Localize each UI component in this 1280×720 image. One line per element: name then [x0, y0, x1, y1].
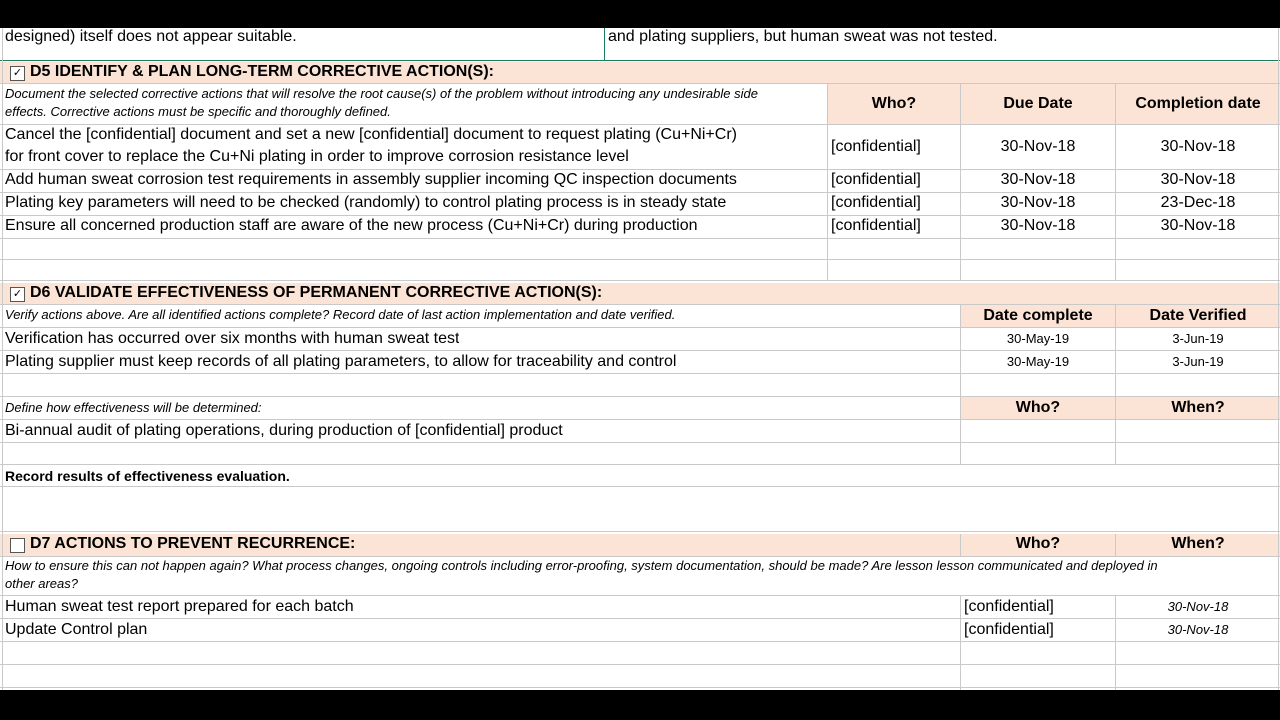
d5-title: D5 IDENTIFY & PLAN LONG-TERM CORRECTIVE ACTION(S):	[30, 63, 494, 80]
divider	[0, 327, 1280, 328]
d7-who-header: Who?	[1015, 535, 1061, 552]
d6-row-text: Plating supplier must keep records of all plating parameters, to allow for traceability and control	[5, 353, 677, 370]
d5-who-cell: [confidential]	[831, 194, 921, 211]
d6-checkbox[interactable]: ✓	[10, 287, 25, 302]
divider	[0, 373, 1280, 374]
d5-instruction: effects. Corrective actions must be specific and thoroughly defined.	[5, 104, 391, 119]
cell-border	[1115, 595, 1116, 690]
cell-border	[960, 305, 961, 465]
d5-action-text: for front cover to replace the Cu+Ni plating in order to improve corrosion resistance level	[5, 148, 629, 165]
d7-title: D7 ACTIONS TO PREVENT RECURRENCE:	[30, 535, 356, 552]
d5-completion-cell: 30-Nov-18	[1160, 138, 1236, 155]
cell-border	[960, 84, 961, 281]
d5-who-cell: [confidential]	[831, 138, 921, 155]
d6-date-complete-cell: 30-May-19	[1006, 331, 1070, 346]
d5-completion-cell: 23-Dec-18	[1160, 194, 1236, 211]
d5-action-text: Ensure all concerned production staff are aware of the new process (Cu+Ni+Cr) during production	[5, 217, 698, 234]
divider	[0, 595, 1280, 596]
d6-date-verified-cell: 3-Jun-19	[1172, 331, 1224, 346]
d7-when-header: When?	[1171, 535, 1225, 552]
cell-border	[960, 534, 961, 556]
d6-define-label: Define how effectiveness will be determined:	[5, 400, 262, 415]
d7-row-text: Update Control plan	[5, 621, 148, 638]
d7-who-cell: [confidential]	[964, 598, 1054, 615]
divider	[0, 124, 1280, 125]
d6-record-label: Record results of effectiveness evaluation.	[5, 468, 290, 484]
divider	[0, 238, 1280, 239]
d7-when-cell: 30-Nov-18	[1167, 622, 1229, 637]
d5-who-cell: [confidential]	[831, 217, 921, 234]
cell-border	[1115, 305, 1116, 465]
d5-completion-cell: 30-Nov-18	[1160, 171, 1236, 188]
divider	[0, 280, 1280, 281]
spreadsheet-sheet	[0, 28, 1280, 690]
divider	[0, 664, 1280, 665]
divider	[0, 169, 1280, 170]
cell-border	[1278, 28, 1279, 690]
d7-row-text: Human sweat test report prepared for each batch	[5, 598, 354, 615]
d6-row-text: Verification has occurred over six months with human sweat test	[5, 330, 460, 347]
cell-border	[960, 595, 961, 690]
d5-completion-cell: 30-Nov-18	[1160, 217, 1236, 234]
d7-instruction: other areas?	[5, 576, 78, 591]
d5-who-cell: [confidential]	[831, 171, 921, 188]
cell-border	[1115, 534, 1116, 556]
d6-define-when-header: When?	[1171, 399, 1225, 416]
d5-completion-header: Completion date	[1135, 95, 1261, 112]
divider	[0, 486, 1280, 487]
d6-date-verified-cell: 3-Jun-19	[1172, 354, 1224, 369]
d7-instruction: How to ensure this can not happen again? What process changes, ongoing controls including error-proofing, system documentation, should be made? Are lesson lesson communicated and deployed in	[5, 558, 1158, 573]
divider	[0, 618, 1280, 619]
d6-date-complete-cell: 30-May-19	[1006, 354, 1070, 369]
divider	[0, 259, 1280, 260]
divider	[0, 215, 1280, 216]
d5-due-cell: 30-Nov-18	[1000, 171, 1076, 188]
d6-define-who-header: Who?	[1015, 399, 1061, 416]
divider	[0, 350, 1280, 351]
d5-due-cell: 30-Nov-18	[1000, 194, 1076, 211]
divider	[0, 60, 1280, 61]
cell-border	[1115, 84, 1116, 281]
divider	[0, 687, 1280, 688]
d5-due-header: Due Date	[1003, 95, 1073, 112]
d7-when-cell: 30-Nov-18	[1167, 599, 1229, 614]
divider	[0, 419, 1280, 420]
divider	[0, 531, 1280, 532]
d5-action-text: Add human sweat corrosion test requirements in assembly supplier incoming QC inspection documents	[5, 171, 737, 188]
d6-date-verified-header: Date Verified	[1149, 307, 1247, 324]
d5-checkbox[interactable]: ✓	[10, 66, 25, 81]
d6-date-complete-header: Date complete	[983, 307, 1093, 324]
d6-title: D6 VALIDATE EFFECTIVENESS OF PERMANENT CORRECTIVE ACTION(S):	[30, 284, 603, 301]
d7-checkbox[interactable]	[10, 538, 25, 553]
divider	[0, 192, 1280, 193]
d6-define-row-text: Bi-annual audit of plating operations, during production of [confidential] product	[5, 422, 563, 439]
divider	[0, 464, 1280, 465]
top-right-text: and plating suppliers, but human sweat was not tested.	[608, 28, 998, 45]
d6-instruction: Verify actions above. Are all identified actions complete? Record date of last action implementation and date verified.	[5, 307, 676, 322]
d5-action-text: Plating key parameters will need to be checked (randomly) to control plating process is in steady state	[5, 194, 727, 211]
d5-instruction: Document the selected corrective actions that will resolve the root cause(s) of the problem without introducing any undesirable side	[5, 86, 758, 101]
divider	[0, 641, 1280, 642]
top-left-text: designed) itself does not appear suitable.	[5, 28, 297, 45]
divider	[0, 556, 1280, 557]
d5-who-header: Who?	[871, 95, 917, 112]
cell-border	[2, 28, 3, 690]
cell-border	[827, 84, 828, 281]
divider	[0, 442, 1280, 443]
d7-who-cell: [confidential]	[964, 621, 1054, 638]
d5-due-cell: 30-Nov-18	[1000, 138, 1076, 155]
cell-border	[604, 28, 605, 60]
d5-due-cell: 30-Nov-18	[1000, 217, 1076, 234]
d5-action-text: Cancel the [confidential] document and set a new [confidential] document to request plating (Cu+Ni+Cr)	[5, 126, 737, 143]
